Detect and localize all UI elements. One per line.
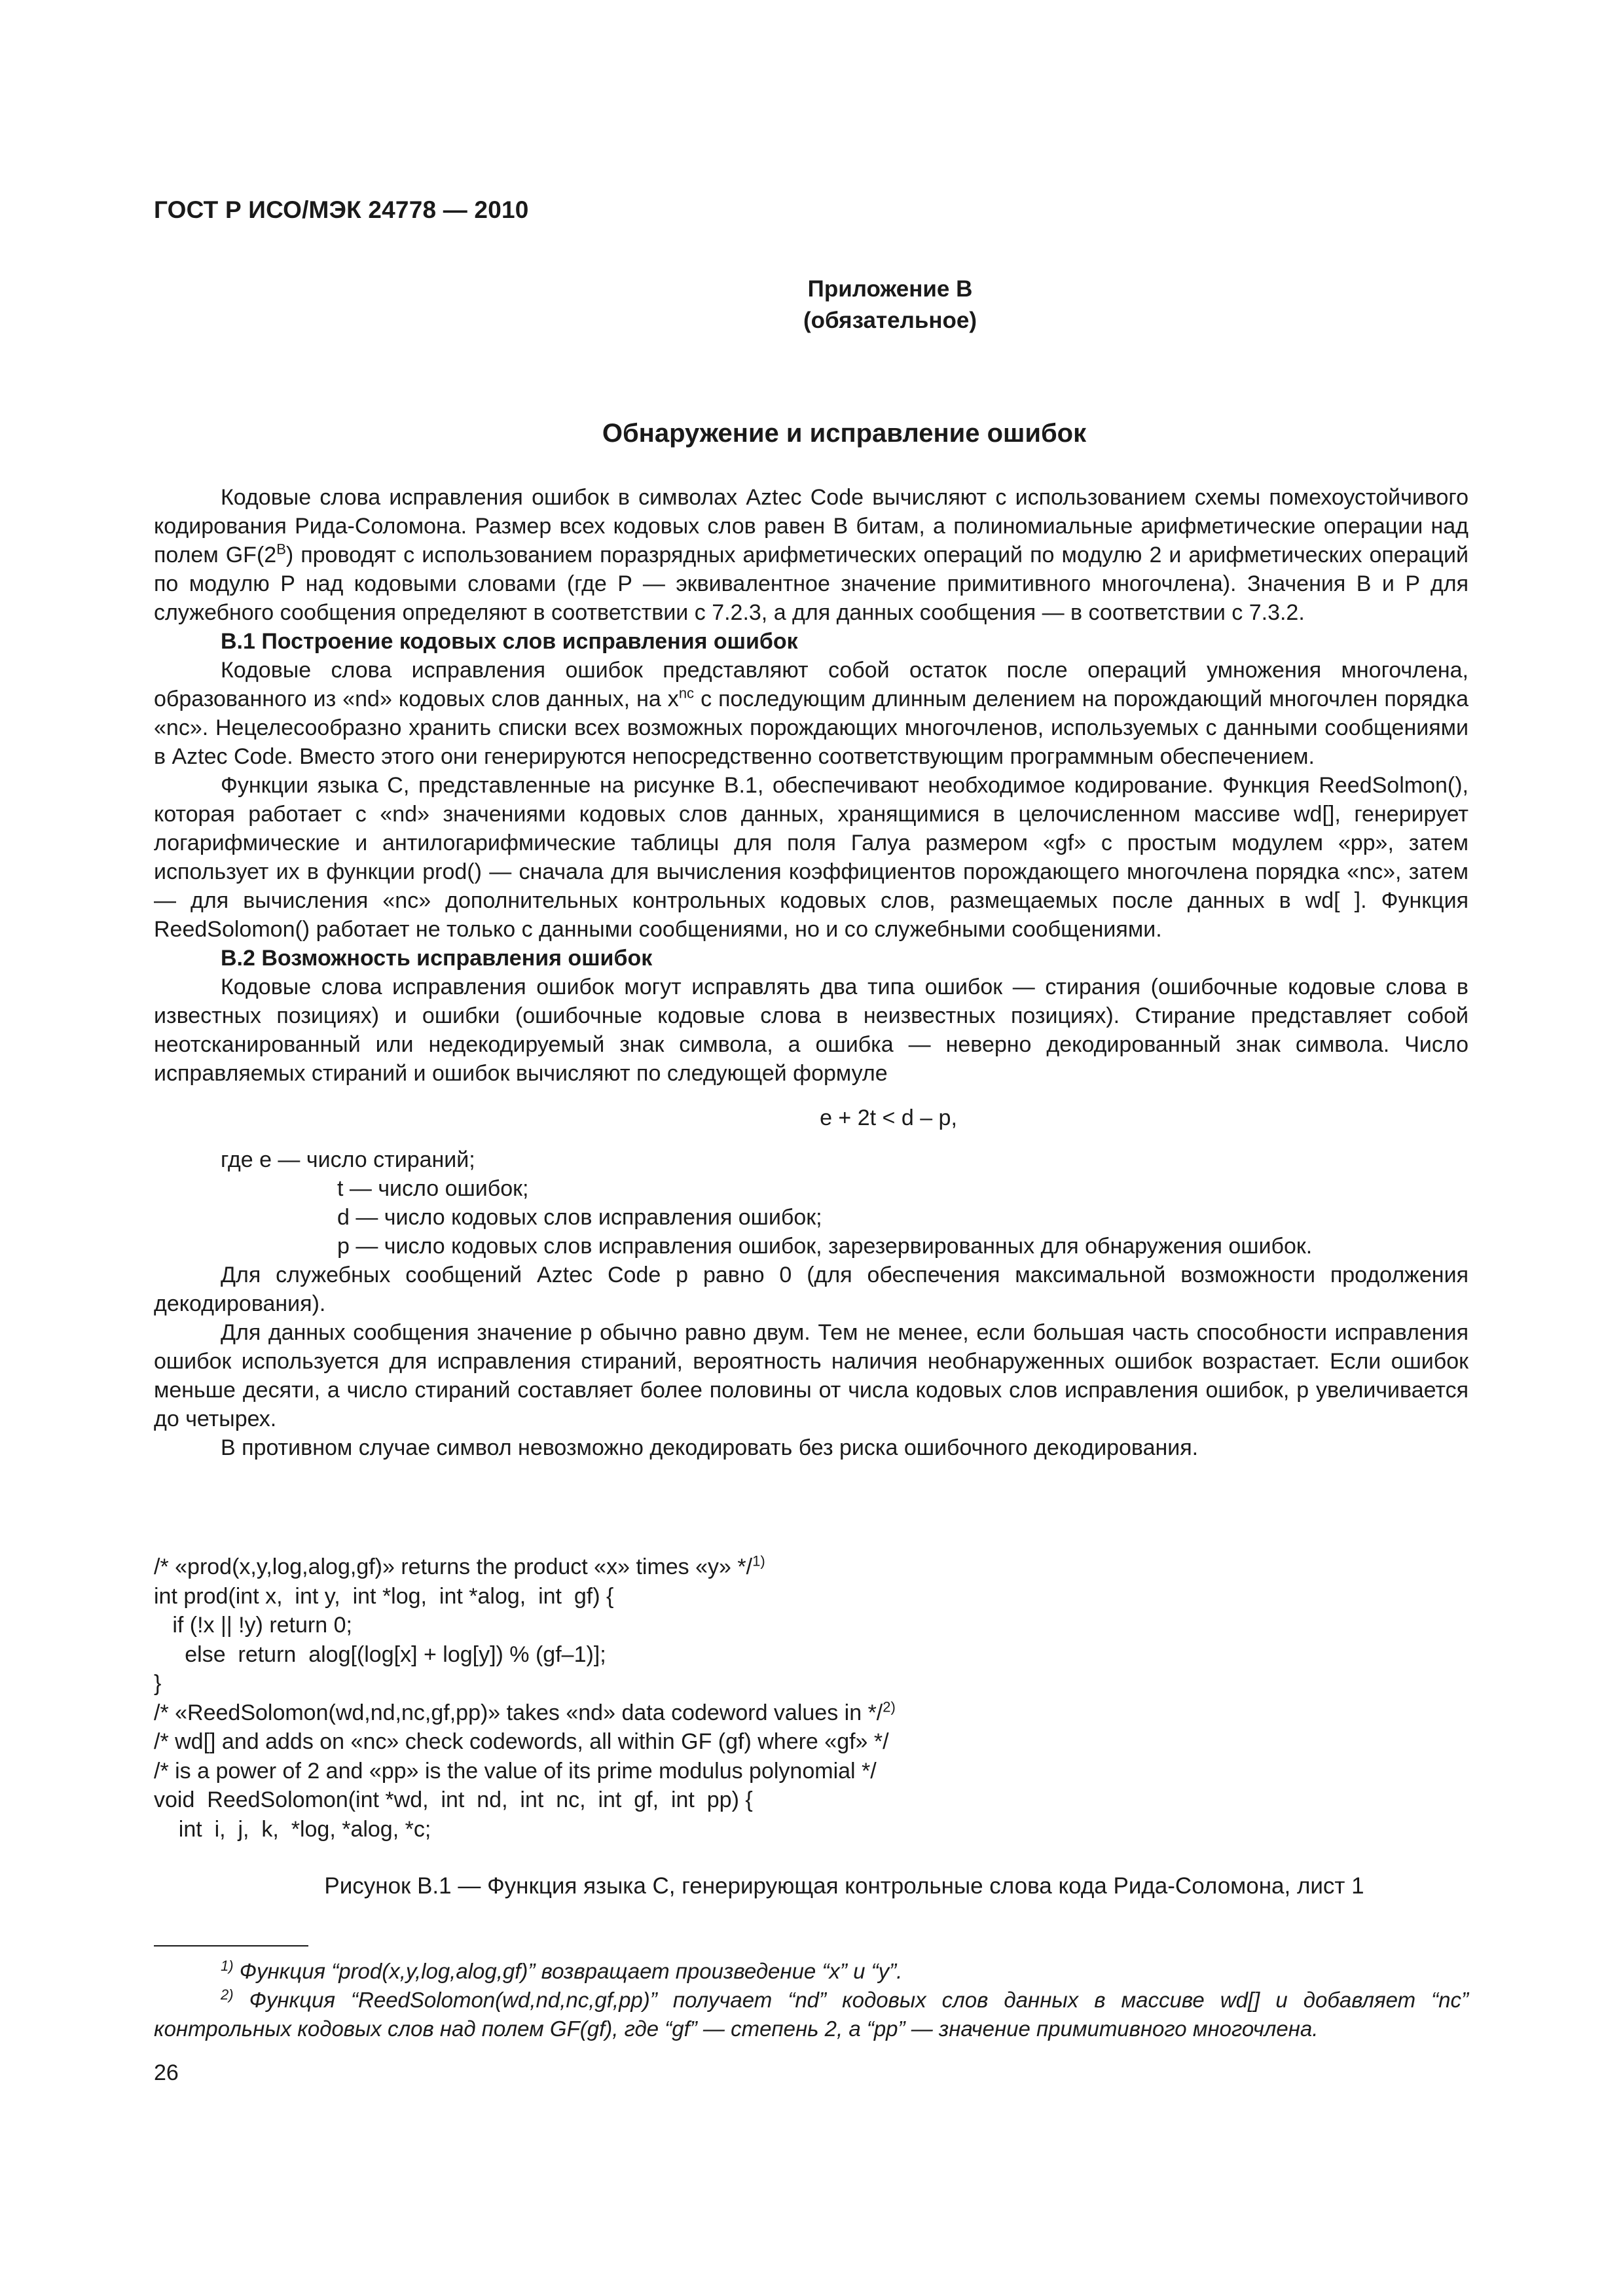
text-run: Кодовые слова исправления ошибок представляют собой остаток после операций умножения многочлена, образованного из «nd» кодовых слов данных, на x	[154, 658, 1468, 711]
footnote-1	[154, 1957, 1468, 1986]
footnote-divider	[154, 1945, 308, 1946]
document-header: ГОСТ Р ИСО/МЭК 24778 — 2010	[154, 196, 529, 223]
code-line: }	[154, 1671, 162, 1696]
code-line: int prod(int x, int y, int *log, int *alog, int gf) {	[154, 1583, 614, 1609]
b1-paragraph-2: Функции языка С, представленные на рисунке В.1, обеспечивают необходимое кодирование. Функция ReedSolmon(), которая работает с «nd» значениями кодовых слов данных, хранящимися в целочисленном массиве wd[], генерирует логарифмические и антилогарифмические таблицы для поля Галуа размером «gf» с простым модулем «pp», затем использует их в функции prod() — сначала для вычисления коэффициентов порождающего многочлена порядка «nc», затем — для вычисления «nc» дополнительных контрольных кодовых слов, размещаемых после данных в wd[ ]. Функция ReedSolomon() работает не только с данными сообщениями, но и со служебными сообщениями.	[154, 773, 1468, 942]
b2-paragraph-1: Кодовые слова исправления ошибок могут исправлять два типа ошибок — стирания (ошибочные кодовые слова в известных позициях) и ошибки (ошибочные кодовые слова в неизвестных позициях). Стирание представляет собой неотсканированный или недекодируемый знак символа, а ошибка — неверно декодированный знак символа. Число исправляемых стираний и ошибок вычисляют по следующей формуле	[154, 975, 1468, 1086]
b2-paragraph-2: Для служебных сообщений Aztec Code p равно 0 (для обеспечения максимальной возможности продолжения декодирования).	[154, 1263, 1468, 1316]
footnotes	[154, 1957, 1468, 2043]
code-line: int i, j, k, *log, *alog, *c;	[154, 1816, 431, 1842]
legend-item: p — число кодовых слов исправления ошибок, зарезервированных для обнаружения ошибок.	[337, 1234, 1313, 1259]
legend-item: d — число кодовых слов исправления ошибок;	[337, 1205, 822, 1230]
footnote-text: Функция “ReedSolomon(wd,nd,nc,gf,pp)” получает “nd” кодовых слов данных в массиве wd[] и добавляет “nc” контрольных кодовых слов над полем GF(gf), где “gf” — степень 2, а “pp” — значение примитивного многочлена.	[154, 1988, 1468, 2041]
code-line: void ReedSolomon(int *wd, int nd, int nc, int gf, int pp) {	[154, 1787, 753, 1812]
intro-paragraph	[154, 483, 1468, 627]
b2-paragraph-4: В противном случае символ невозможно декодировать без риска ошибочного декодирования.	[221, 1435, 1199, 1460]
body-text	[154, 483, 1468, 1462]
code-line	[154, 1552, 1468, 1582]
b1-paragraph-1	[154, 656, 1468, 771]
text-run: ) проводят с использованием поразрядных арифметических операций по модулю 2 и арифметических операций по модулю P над кодовыми словами (где P — эквивалентное значение примитивного многочлена). Значения B и P для служебного сообщения определяют в соответствии с 7.2.3, а для данных сообщения — в соответствии с 7.3.2.	[154, 543, 1468, 625]
b2-paragraph-3: Для данных сообщения значение p обычно равно двум. Тем не менее, если большая часть способности исправления ошибок используется для исправления стираний, вероятность наличия необнаруженных ошибок возрастает. Если ошибок меньше десяти, а число стираний составляет более половины от числа кодовых слов исправления ошибок, p увеличивается до четырех.	[154, 1320, 1468, 1431]
code-line: if (!x || !y) return 0;	[154, 1613, 352, 1638]
footnote-text: Функция “prod(x,y,log,alog,gf)” возвращает произведение “x” и “y”.	[233, 1959, 903, 1983]
subsection-heading-b1: В.1 Построение кодовых слов исправления ошибок	[221, 629, 798, 654]
footnote-2	[154, 1986, 1468, 2043]
code-text: /* «prod(x,y,log,alog,gf)» returns the product «x» times «y» */	[154, 1554, 753, 1579]
footnote-mark: 2)	[221, 1986, 234, 2003]
code-line: /* wd[] and adds on «nc» check codewords, all within GF (gf) where «gf» */	[154, 1729, 889, 1754]
legend-item: t — число ошибок;	[337, 1176, 529, 1201]
superscript: B	[276, 541, 286, 558]
annex-heading	[0, 274, 1623, 336]
code-line: /* is a power of 2 and «pp» is the value of its prime modulus polynomial */	[154, 1758, 877, 1784]
code-line: else return alog[(log[x] + log[y]) % (gf–1)];	[154, 1641, 606, 1667]
footnote-ref: 1)	[752, 1552, 765, 1570]
text-run: с последующим длинным делением на порождающий многочлен порядка «nc». Нецелесообразно хранить списки всех возможных порождающих многочленов, используемых с данными сообщениями в Aztec Code. Вместо этого они генерируются непосредственно соответствующим программным обеспечением.	[154, 687, 1469, 769]
section-title: Обнаружение и исправление ошибок	[602, 419, 1087, 448]
annex-title: Приложение В	[807, 276, 973, 302]
text-run: Кодовые слова исправления ошибок в символах Aztec Code вычисляют с использованием схемы помехоустойчивого кодирования Рида-Соломона. Размер всех кодовых слов равен B битам, а полиномиальные арифметические операции над полем GF(2	[154, 485, 1468, 567]
code-line	[154, 1698, 1468, 1728]
subsection-heading-b2: В.2 Возможность исправления ошибок	[221, 946, 653, 971]
figure-caption: Рисунок В.1 — Функция языка С, генерирующая контрольные слова кода Рида-Соломона, лист 1	[324, 1873, 1364, 1899]
code-listing	[154, 1552, 1468, 1844]
formula-legend	[154, 1145, 1468, 1261]
formula: e + 2t < d – p,	[820, 1105, 957, 1130]
superscript: nc	[678, 685, 695, 702]
annex-status: (обязательное)	[803, 308, 977, 333]
legend-item: где e — число стираний;	[221, 1147, 475, 1172]
page-number: 26	[154, 2060, 179, 2085]
code-text: /* «ReedSolomon(wd,nd,nc,gf,pp)» takes «nd» data codeword values in */	[154, 1700, 883, 1725]
footnote-ref: 2)	[883, 1698, 896, 1715]
footnote-mark: 1)	[221, 1958, 234, 1974]
